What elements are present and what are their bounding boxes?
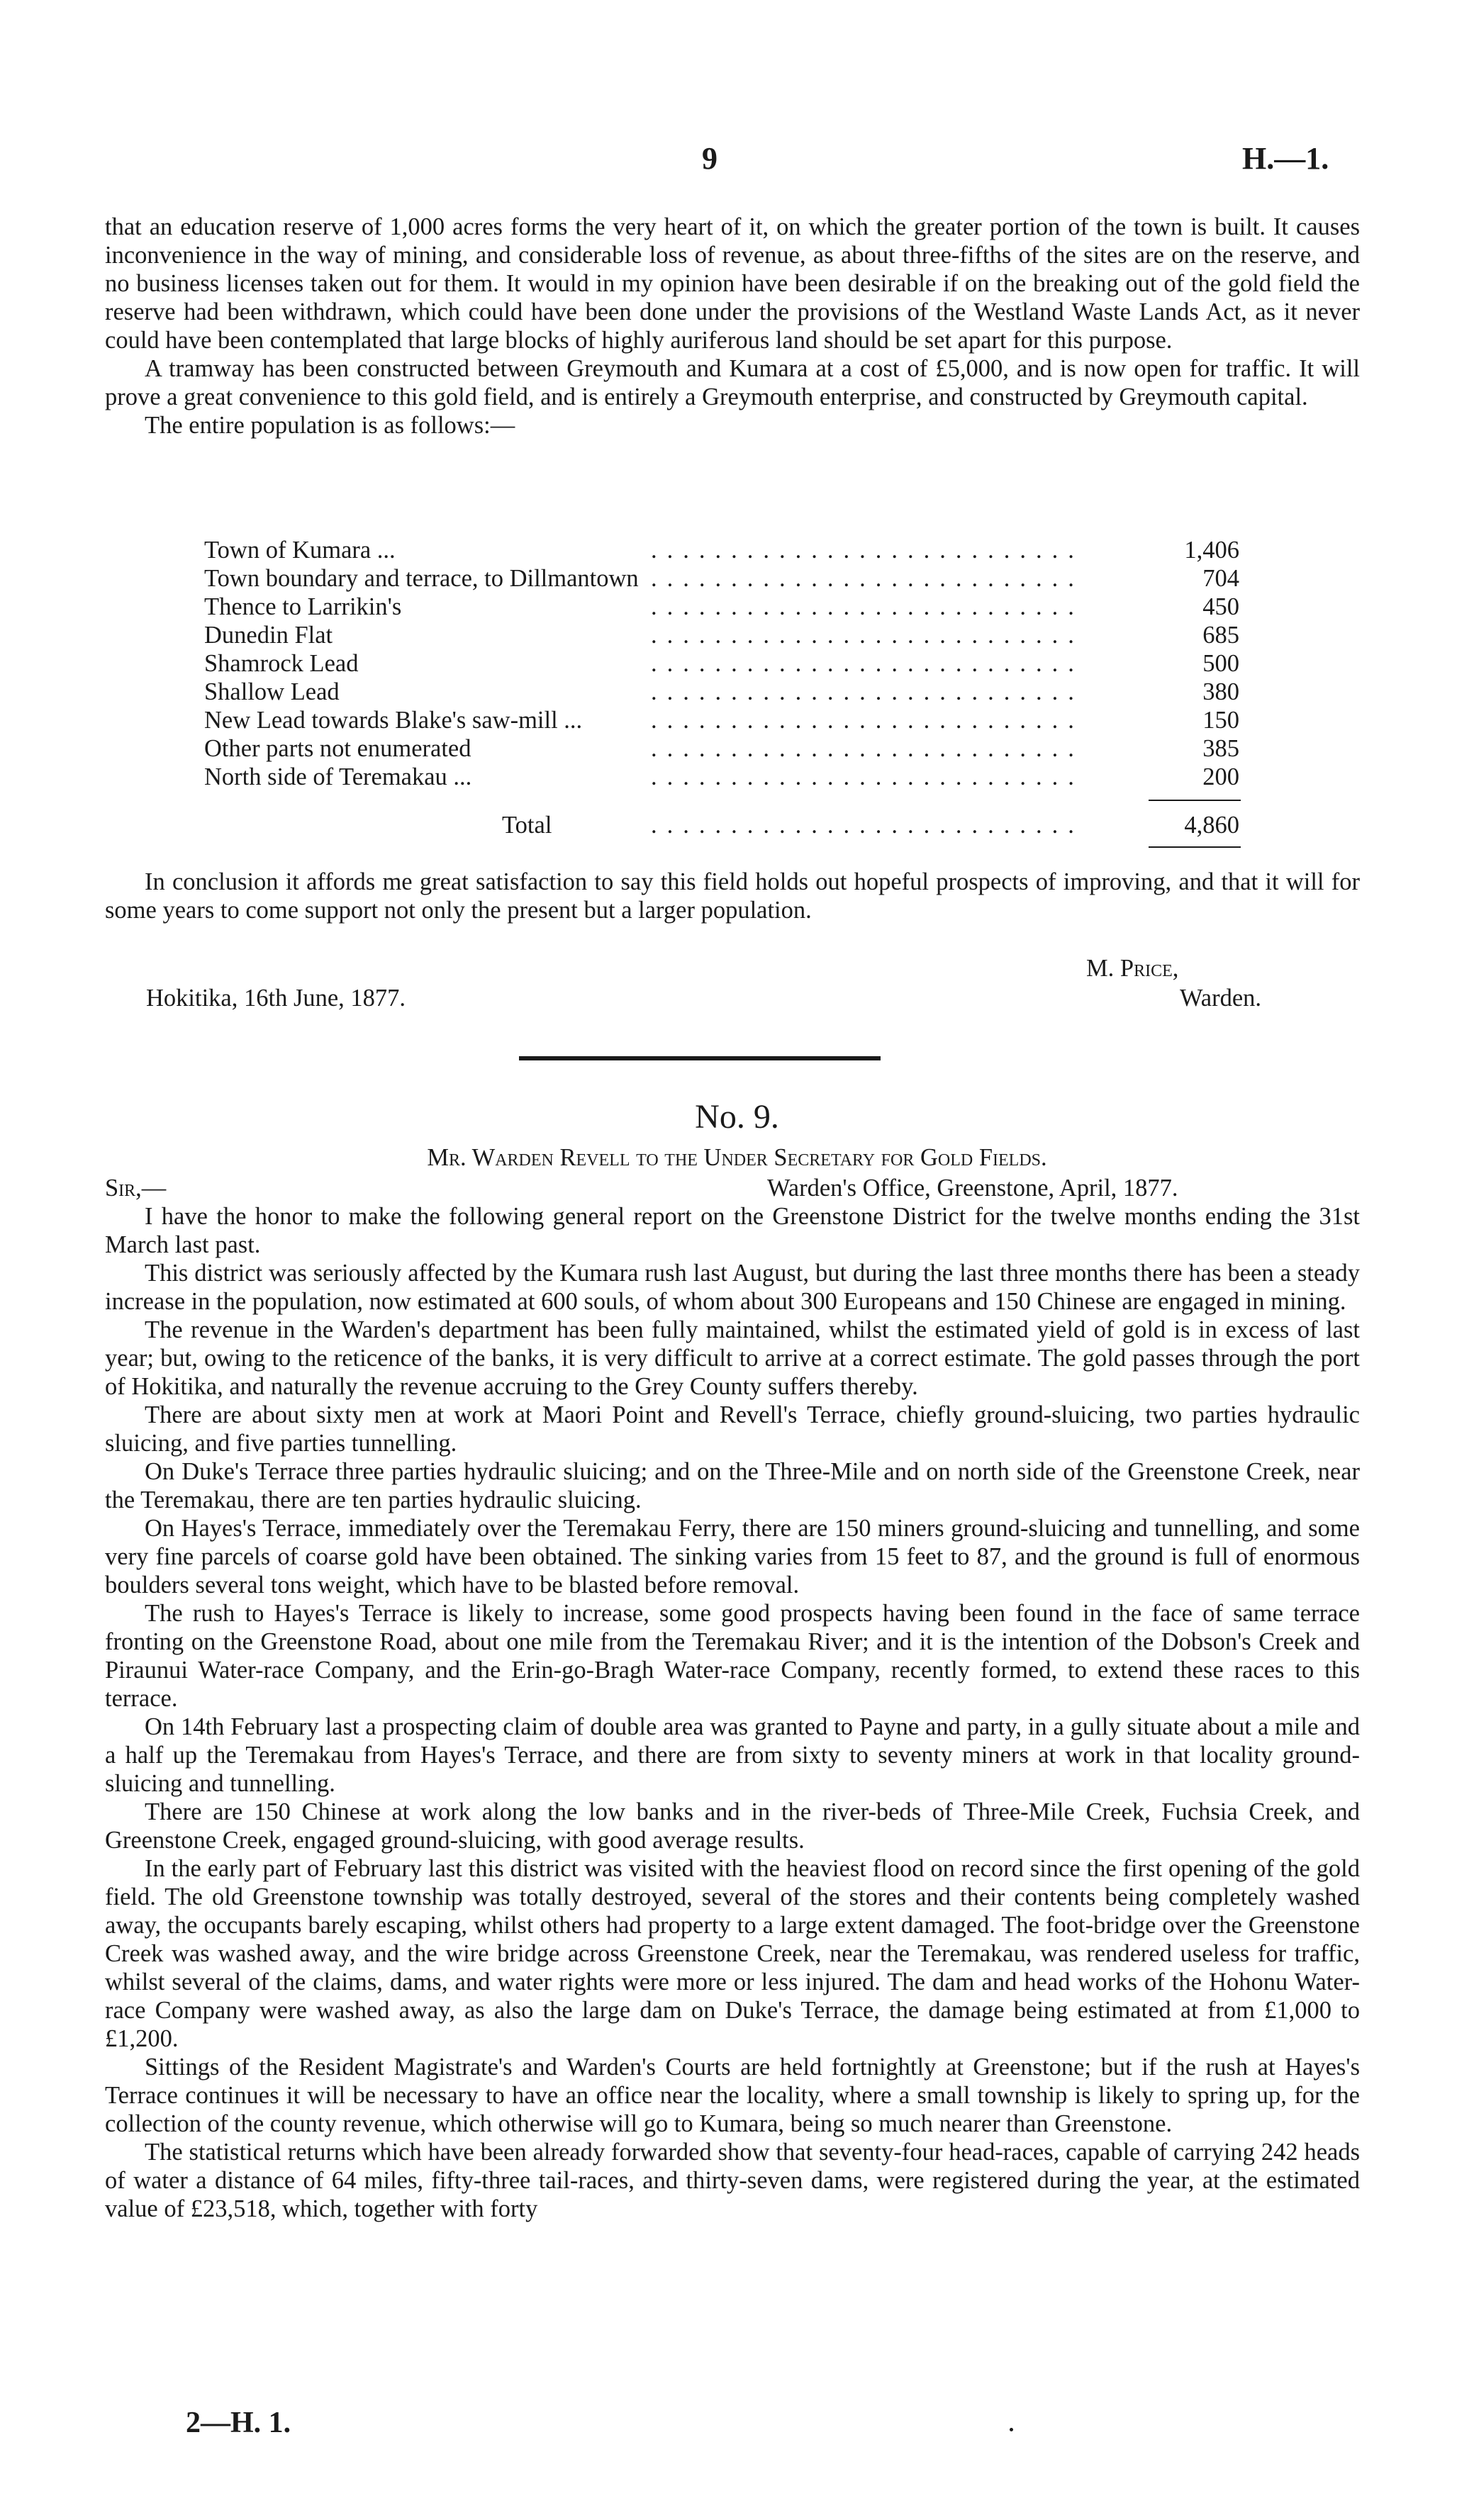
place-name: New Lead towards Blake's saw-mill ... bbox=[204, 707, 583, 734]
total-rule bbox=[1149, 800, 1241, 801]
place-name: Other parts not enumerated bbox=[204, 735, 471, 762]
salutation: Sir,— bbox=[105, 1175, 167, 1202]
paragraph: that an education reserve of 1,000 acres forms the very heart of it, on which the greater portion of the town is built. It causes inconvenience in the way of mining, and considerable loss of revenue, as about three-fifths of the sites are on the reserve, and no business licenses taken out for them. It would in my opinion have been desirable if on the breaking out of the gold field the reserve had been withdrawn, which could have been done under the provisions of the Westland Waste Lands Act, as it never could have been contemplated that large blocks of highly auriferous land should be set apart for this purpose. bbox=[105, 213, 1360, 354]
place-name: Shamrock Lead bbox=[204, 650, 359, 677]
document-reference: H.—1. bbox=[1242, 141, 1329, 176]
table-row: New Lead towards Blake's saw-mill ... ........................... 150 bbox=[204, 707, 1239, 734]
population-count: 500 bbox=[1202, 650, 1239, 677]
report1-conclusion bbox=[105, 868, 1360, 924]
section-divider bbox=[519, 1056, 881, 1060]
paragraph: On 14th February last a prospecting claim of double area was granted to Payne and party, in a gully situate about a mile and a half up the Teremakau from Hayes's Terrace, and there are from sixty to seventy miners at work in that locality ground-sluicing and tunnelling. bbox=[105, 1713, 1360, 1797]
paragraph: The rush to Hayes's Terrace is likely to increase, some good prospects having been found in the face of same terrace fronting on the Greenstone Road, about one mile from the Teremakau River; and it is the intention of the Dobson's Creek and Piraunui Water-race Company, and the Erin-go-Bragh Water-race Company, recently formed, to extend these races to this terrace. bbox=[105, 1600, 1360, 1712]
report2-body bbox=[105, 1202, 1360, 2223]
paragraph: Sittings of the Resident Magistrate's and Warden's Courts are held fortnightly at Greenstone; but if the rush at Hayes's Terrace continues it will be necessary to have an office near the locality, where a small township is likely to spring up, for the collection of the county revenue, which otherwise will go to Kumara, being so much nearer than Greenstone. bbox=[105, 2054, 1360, 2137]
table-row: Other parts not enumerated ........................... 385 bbox=[204, 735, 1239, 762]
place-name: Thence to Larrikin's bbox=[204, 593, 402, 620]
population-count: 704 bbox=[1202, 565, 1239, 592]
paragraph: The statistical returns which have been already forwarded show that seventy-four head-races, capable of carrying 242 heads of water a distance of 64 miles, fifty-three tail-races, and thirty-seven dams, were registered during the year, at the estimated value of £23,518, which, together with forty bbox=[105, 2139, 1360, 2222]
office-date: Warden's Office, Greenstone, April, 1877. bbox=[767, 1175, 1178, 1202]
table-row: North side of Teremakau ... ........................... 200 bbox=[204, 763, 1239, 790]
report-heading: Mr. Warden Revell to the Under Secretary for Gold Fields. bbox=[427, 1144, 1047, 1171]
total-label: Total bbox=[502, 812, 552, 839]
paragraph: A tramway has been constructed between Greymouth and Kumara at a cost of £5,000, and is now open for traffic. It will prove a great convenience to this gold field, and is entirely a Greymouth enterprise, and constructed by Greymouth capital. bbox=[105, 355, 1360, 410]
paragraph: I have the honor to make the following general report on the Greenstone District for the twelve months ending the 31st March last past. bbox=[105, 1203, 1360, 1258]
paragraph: The revenue in the Warden's department has been fully maintained, whilst the estimated yield of gold is in excess of last year; but, owing to the reticence of the banks, it is very difficult to arrive at a correct estimate. The gold passes through the port of Hokitika, and naturally the revenue accruing to the Grey County suffers thereby. bbox=[105, 1316, 1360, 1400]
ink-dot bbox=[1010, 2428, 1013, 2431]
place-name: Dunedin Flat bbox=[204, 622, 333, 649]
table-row: Dunedin Flat ........................... 685 bbox=[204, 622, 1239, 649]
paragraph: In the early part of February last this district was visited with the heaviest flood on record since the first opening of the gold field. The old Greenstone township was totally destroyed, several of the stores and their contents being completely washed away, the occupants barely escaping, whilst others had property to a large extent damaged. The foot-bridge over the Greenstone Creek was washed away, and the wire bridge across Greenstone Creek, near the Teremakau, was rendered useless for traffic, whilst several of the claims, dams, and water rights were more or less injured. The dam and head works of the Hohonu Water-race Company were washed away, as also the large dam on Duke's Terrace, the damage being estimated at from £1,000 to £1,200. bbox=[105, 1855, 1360, 2052]
report-number: No. 9. bbox=[695, 1098, 779, 1136]
table-row: Town boundary and terrace, to Dillmantown ........................... 704 bbox=[204, 565, 1239, 592]
paragraph: The entire population is as follows:— bbox=[145, 412, 515, 439]
report1-body bbox=[105, 213, 1360, 439]
population-count: 1,406 bbox=[1184, 537, 1239, 564]
population-count: 385 bbox=[1202, 735, 1239, 762]
paragraph: On Hayes's Terrace, immediately over the Teremakau Ferry, there are 150 miners ground-sluicing and tunnelling, and some very fine parcels of coarse gold have been obtained. The sinking varies from 15 feet to 87, and the ground is full of enormous boulders several tons weight, which have to be blasted before removal. bbox=[105, 1515, 1360, 1598]
paragraph: In conclusion it affords me great satisfaction to say this field holds out hopeful prospects of improving, and that it will for some years to come support not only the present but a larger population. bbox=[105, 868, 1360, 924]
signature-name: M. Price, bbox=[1086, 955, 1179, 982]
table-row: Thence to Larrikin's ........................... 450 bbox=[204, 593, 1239, 620]
place-name: Town of Kumara ... bbox=[204, 537, 396, 564]
table-row: Town of Kumara ... ........................... 1,406 bbox=[204, 537, 1239, 564]
paragraph: There are 150 Chinese at work along the low banks and in the river-beds of Three-Mile Creek, Fuchsia Creek, and Greenstone Creek, engaged ground-sluicing, with good average results. bbox=[105, 1798, 1360, 1854]
population-count: 685 bbox=[1202, 622, 1239, 649]
total-underline bbox=[1149, 846, 1241, 848]
signature-mark: 2—H. 1. bbox=[186, 2407, 291, 2439]
total-row: Total ........................... 4,860 bbox=[204, 810, 1248, 841]
place-date: Hokitika, 16th June, 1877. bbox=[146, 985, 406, 1012]
population-table bbox=[204, 536, 1248, 841]
signature-title: Warden. bbox=[1180, 985, 1262, 1012]
paragraph: There are about sixty men at work at Maori Point and Revell's Terrace, chiefly ground-sluicing, two parties hydraulic sluicing, and five parties tunnelling. bbox=[105, 1401, 1360, 1457]
place-name: Town boundary and terrace, to Dillmantown bbox=[204, 565, 639, 592]
table-row: Shallow Lead ........................... 380 bbox=[204, 678, 1239, 705]
paragraph: On Duke's Terrace three parties hydraulic sluicing; and on the Three-Mile and on north side of the Greenstone Creek, near the Teremakau, there are ten parties hydraulic sluicing. bbox=[105, 1458, 1360, 1513]
table-row: Shamrock Lead ........................... 500 bbox=[204, 650, 1239, 677]
place-name: North side of Teremakau ... bbox=[204, 763, 472, 790]
population-count: 380 bbox=[1202, 678, 1239, 705]
population-count: 150 bbox=[1202, 707, 1239, 734]
population-count: 200 bbox=[1202, 763, 1239, 790]
population-count: 450 bbox=[1202, 593, 1239, 620]
paragraph: This district was seriously affected by the Kumara rush last August, but during the last three months there has been a steady increase in the population, now estimated at 600 souls, of whom about 300 Europeans and 150 Chinese are engaged in mining. bbox=[105, 1260, 1360, 1315]
total-value: 4,860 bbox=[1184, 812, 1239, 839]
page-number: 9 bbox=[702, 141, 718, 176]
place-name: Shallow Lead bbox=[204, 678, 340, 705]
